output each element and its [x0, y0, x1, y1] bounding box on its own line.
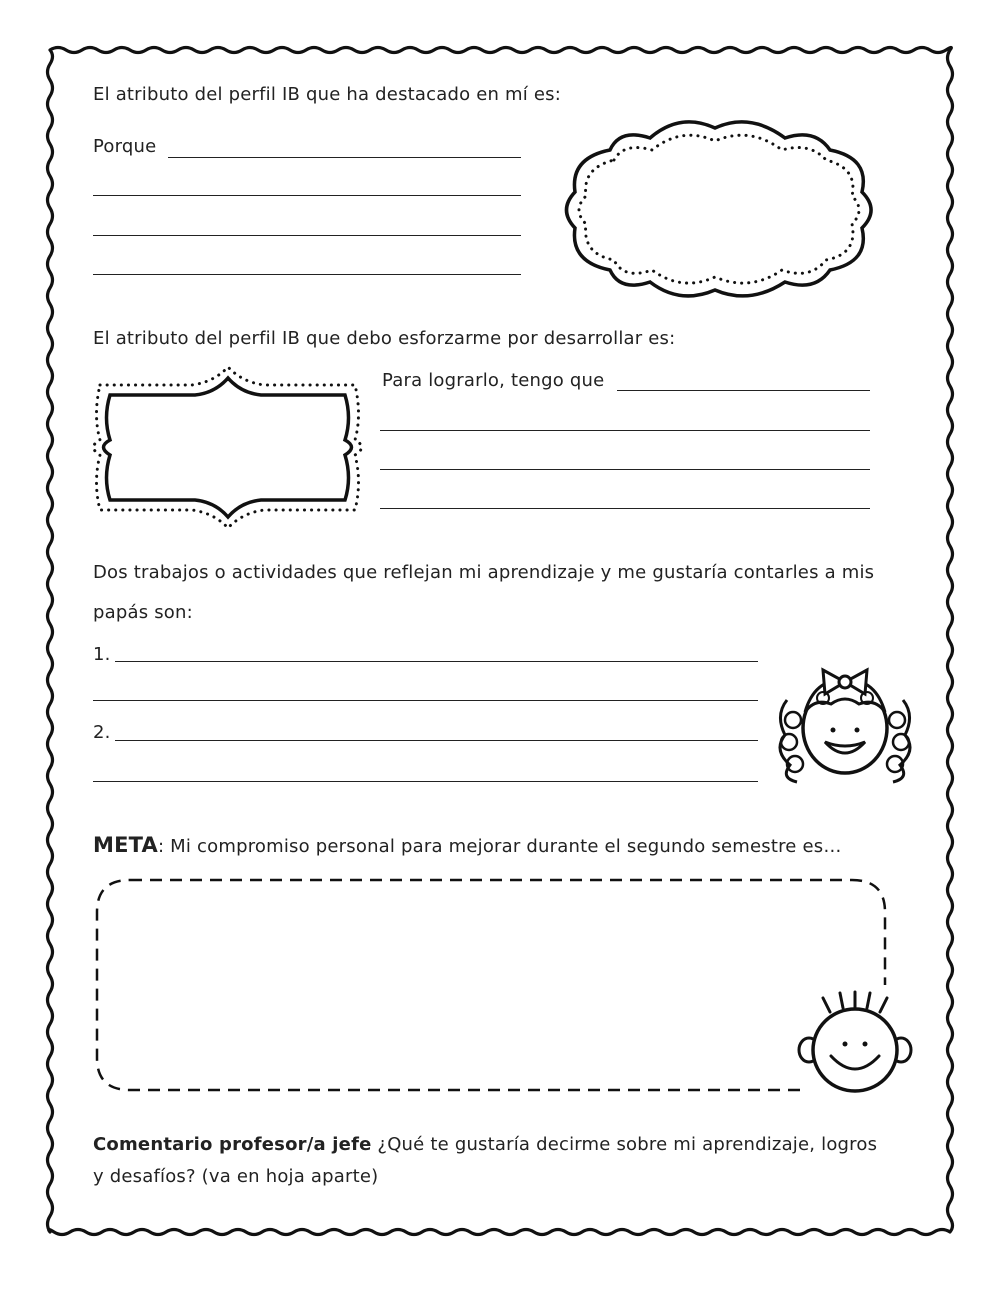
teacher-comment-prompt: ¿Qué te gustaría decirme sobre mi aprendizaje, logros — [371, 1134, 878, 1155]
item-number-2: 2. — [93, 722, 111, 743]
section1-prompt: El atributo del perfil IB que ha destacado en mí es: — [93, 84, 561, 105]
because-label: Porque — [93, 136, 157, 157]
answer-line[interactable] — [93, 235, 521, 236]
answer-line[interactable] — [115, 661, 758, 662]
answer-line[interactable] — [93, 700, 758, 701]
meta-heading — [93, 833, 842, 857]
meta-prompt: : Mi compromiso personal para mejorar durante el segundo semestre es… — [158, 836, 842, 857]
section3-prompt-line2: papás son: — [93, 602, 193, 623]
meta-keyword: META — [93, 833, 158, 857]
answer-line[interactable] — [93, 781, 758, 782]
girl-face-icon — [780, 670, 910, 782]
teacher-comment-keyword: Comentario profesor/a jefe — [93, 1134, 372, 1155]
boy-face-icon — [799, 992, 911, 1091]
answer-line[interactable] — [380, 508, 870, 509]
plan-label: Para lograrlo, tengo que — [382, 370, 605, 391]
teacher-comment-line1 — [93, 1134, 877, 1155]
answer-line[interactable] — [115, 740, 758, 741]
answer-line[interactable] — [93, 195, 521, 196]
answer-line[interactable] — [93, 274, 521, 275]
answer-line[interactable] — [617, 390, 870, 391]
bracket-frame — [94, 367, 362, 528]
section2-prompt: El atributo del perfil IB que debo esforzarme por desarrollar es: — [93, 328, 676, 349]
teacher-comment-line2: y desafíos? (va en hoja aparte) — [93, 1166, 379, 1187]
answer-line[interactable] — [168, 157, 521, 158]
goal-writing-area[interactable] — [105, 890, 795, 1080]
section3-prompt-line1: Dos trabajos o actividades que reflejan mi aprendizaje y me gustaría contarles a mis — [93, 562, 875, 583]
item-number-1: 1. — [93, 644, 111, 665]
scalloped-frame — [567, 122, 872, 296]
answer-line[interactable] — [380, 469, 870, 470]
answer-line[interactable] — [380, 430, 870, 431]
